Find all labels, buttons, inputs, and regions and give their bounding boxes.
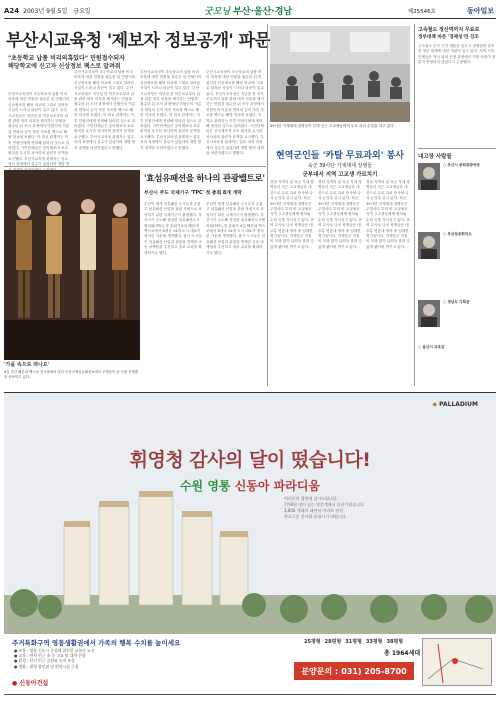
fashion-photo-caption: 4일 부산 해운대 벡스코 전시장에서 열린 부산국제섬유패션쇼에서 모델들이 올 가을 신제품을 선보이고 있다. [4, 370, 139, 379]
fashion-headline: '효섬유패션을 하나의 관광밸트로' [144, 174, 265, 184]
fashion-show-photo [4, 170, 140, 360]
ad-units: 총 1964세대 [384, 650, 421, 657]
soldier-body-col2: 경남 지역의 한 육군 부대 장병들이 인근 고교생들을 대상으로 무료 과외 봉사에 나서 눈길을 끌고 있다. 육군 39사단 가재대대 장병들은 주말마다 부대 안 교실에서 지역 고교생들에게 영어와 수학 등을 가르치고 있다. 과외 교사로 나선 장병들은 대부분 명문대 재학 중 입대한 병사들이다. 학생들은 학원비 부담 없이 실력을 쌓을 수 있게 됐다며 반기고 있다. [318, 180, 362, 249]
page-footer-rule [4, 694, 496, 706]
contrib-item-3: ○ 경남도 기획관 [443, 300, 470, 304]
section-title: 굿모닝 부산·울산·경남 [204, 7, 293, 17]
ad-body-text: 여러분의 성원에 감사드립니다. 7만8천 명이 넘는 방문객께서 다녀가셨습니다. 3,856 세대의 대단지 아파트 단지 풍요로운 한가위 보내시기 바랍니다. [284, 496, 365, 519]
classroom-photo-caption: 39사단 가재대대 장병들이 부대 인근 고교생들에게 무료 과외 수업을 하고 있다. [270, 124, 395, 128]
soldier-article-sub2: 군부대서 지역 고교생 가르치기 [302, 172, 378, 178]
fashion-body-col2: 부산이 세계 섬유패션 도시들과 손잡고 섬유패션 산업을 관광 자원으로 육성하기 위한 국제기구가 출범했다. 부산시가 주도해 결성한 섬유패션도시협의회(TPC) 첫 총회가 4일 해운대 벡스코에서 8개국 14개 도시 대표가 참석한 가운데 개막했다. 참가 도시들은 섬유패션 산업과 관광을 연계한 공동 마케팅을 추진하고 정보 교류를 확대하기로 했다. [206, 202, 266, 255]
apartment-ad [4, 392, 496, 692]
builder-logo: ● 신동아건설 [12, 680, 49, 687]
ad-slogan: 주거특화구역 영통생활권에서 가족의 행복 수치를 높이세요 [12, 639, 181, 647]
ad-phone-box: 분양문의 : 031) 205-8700 [294, 662, 414, 680]
soldier-article-headline: 현역군인들 '카탈 무료과외' 봉사 [276, 151, 404, 161]
main-body-col2: 부산시교육청이 초등학교의 납품 비리 의혹에 대한 민원을 접수한 뒤 민원인의 신상정보를 해당 학교에 그대로 알려준 사실이 드러나 파문이 일고 있다. 부산시교육청은 지난달 한 학부모로부터 납품 관련 비리 의혹을 제기하는 민원을 접수한 뒤 조사 과정에서 민원인의 이름과 연락처 등이 적힌 자료를 팩스로 해당 학교에 보냈다. 이 학교 관계자는 이후 민원인에게 연락해 항의한 것으로 알려졌다. 시민단체들은 공익제보자 보호 원칙을 무시한 처사라며 관련자 문책을 요구했다. 부산시교육청 관계자는 업무 처리 과정에서 실수가 있었다며 재발 방지 대책을 마련하겠다고 밝혔다. [74, 70, 136, 150]
palladium-logo: ◆ PALLADIUM [432, 401, 478, 408]
soldier-body-col3: 경남 지역의 한 육군 부대 장병들이 인근 고교생들을 대상으로 무료 과외 봉사에 나서 눈길을 끌고 있다. 육군 39사단 가재대대 장병들은 주말마다 부대 안 교실에서 지역 고교생들에게 영어와 수학 등을 가르치고 있다. 과외 교사로 나선 장병들은 대부분 명문대 재학 중 입대한 병사들이다. 학생들은 학원비 부담 없이 실력을 쌓을 수 있게 됐다며 반기고 있다. [366, 180, 410, 249]
fashion-sub: 부산시 주도 국제기구 'TPC' 첫 총회 8개 개막 [144, 191, 242, 196]
page-date: 2003년 9월 5일 [23, 8, 68, 15]
contrib-item-2: ○ 부산상공회의소 [443, 232, 472, 236]
main-body-col3: 부산시교육청이 초등학교의 납품 비리 의혹에 대한 민원을 접수한 뒤 민원인의 신상정보를 해당 학교에 그대로 알려준 사실이 드러나 파문이 일고 있다. 부산시교육청은 지난달 한 학부모로부터 납품 관련 비리 의혹을 제기하는 민원을 접수한 뒤 조사 과정에서 민원인의 이름과 연락처 등이 적힌 자료를 팩스로 해당 학교에 보냈다. 이 학교 관계자는 이후 민원인에게 연락해 항의한 것으로 알려졌다. 시민단체들은 공익제보자 보호 원칙을 무시한 처사라며 관련자 문책을 요구했다. 부산시교육청 관계자는 업무 처리 과정에서 실수가 있었다며 재발 방지 대책을 마련하겠다고 밝혔다. [140, 70, 202, 150]
ad-headline: 휘영청 감사의 달이 떴습니다! [129, 449, 371, 471]
portrait-photo-3 [418, 300, 440, 327]
main-subhead-1: "초등학교 납품 비리의혹있다" 민원접수되자 [8, 55, 125, 62]
classroom-photo [270, 26, 410, 122]
main-subheads [8, 55, 138, 71]
soldier-article-sub1: 육군 39사단 가재대대 장병들 [307, 163, 373, 169]
contrib-item-4: ○ 울산시 교육감 [418, 345, 445, 349]
apartment-buildings-illustration [4, 485, 496, 635]
paper-name: 동아일보 [466, 6, 494, 15]
ad-features: ● 교통 : 영통 신도시 중심에 위치한 교통의 요지 ● 교육 : 단지 인근 초·중·고교 및 대학 인접 ● 환경 : 단지 인근 공원과 녹지 조성 ● 생활 : 대형 할인점 및 편의시설 근접 [14, 648, 95, 669]
divider [4, 166, 266, 167]
right-col-body: 고속철도 부산 구간 개통을 앞두고 경제성만 강조한 정부 대책에 대한 비판이 일고 있다. 지역 시민단체들은 역사 위치 선정 과정에서 지역 의견이 충분히 반영되지 않았다고 주장했다. [418, 44, 496, 65]
right-col-title: 고속철도 정산역까지 무료로 [418, 27, 480, 33]
main-headline: 부산시교육청 '제보자 정보공개' 파문 [6, 31, 271, 51]
page-number: A24 [4, 6, 20, 15]
soldier-body-col1: 경남 지역의 한 육군 부대 장병들이 인근 고교생들을 대상으로 무료 과외 봉사에 나서 눈길을 끌고 있다. 육군 39사단 가재대대 장병들은 주말마다 부대 안 교실에서 지역 고교생들에게 영어와 수학 등을 가르치고 있다. 과외 교사로 나선 장병들은 대부분 명문대 재학 중 입대한 병사들이다. 학생들은 학원비 부담 없이 실력을 쌓을 수 있게 됐다며 반기고 있다. [270, 180, 314, 249]
divider [418, 148, 496, 149]
ad-sizes: 25평형 28평형 31평형 33평형 38평형 [304, 639, 404, 645]
portrait-photo-1 [418, 163, 440, 190]
page-header [4, 3, 496, 19]
main-body-col1: 부산시교육청이 초등학교의 납품 비리 의혹에 대한 민원을 접수한 뒤 민원인의 신상정보를 해당 학교에 그대로 알려준 사실이 드러나 파문이 일고 있다. 부산시교육청은 지난달 한 학부모로부터 납품 관련 비리 의혹을 제기하는 민원을 접수한 뒤 조사 과정에서 민원인의 이름과 연락처 등이 적힌 자료를 팩스로 해당 학교에 보냈다. 이 학교 관계자는 이후 민원인에게 연락해 항의한 것으로 알려졌다. 시민단체들은 공익제보자 보호 원칙을 무시한 처사라며 관련자 문책을 요구했다. 부산시교육청 관계자는 업무 처리 과정에서 실수가 있었다며 재발 방 [8, 92, 70, 167]
issue-number: 제25546호 [407, 8, 436, 15]
divider [267, 24, 268, 386]
main-subhead-2: 해당학교에 신고자 신상정보 팩스로 알려줘 [8, 63, 121, 70]
contrib-item-1: ○ 부산시 문화관광국장 [443, 163, 480, 167]
main-body-col4: 부산시교육청이 초등학교의 납품 비리 의혹에 대한 민원을 접수한 뒤 민원인의 신상정보를 해당 학교에 그대로 알려준 사실이 드러나 파문이 일고 있다. 부산시교육청은 지난달 한 학부모로부터 납품 관련 비리 의혹을 제기하는 민원을 접수한 뒤 조사 과정에서 민원인의 이름과 연락처 등이 적힌 자료를 팩스로 해당 학교에 보냈다. 이 학교 관계자는 이후 민원인에게 연락해 항의한 것으로 알려졌다. 시민단체들은 공익제보자 보호 원칙을 무시한 처사라며 관련자 문책을 요구했다. 부산시교육청 관계자는 업무 처리 과정에서 실수가 있었다며 재발 방지 대책을 마련하겠다고 밝혔다. [206, 70, 264, 156]
ad-tagline: 수원 영통 신동아 파라디움 [179, 479, 321, 493]
contrib-title: 내고장 사람들 [418, 154, 452, 160]
page-weekday: 금요일 [73, 8, 91, 15]
ad-info-bar [4, 634, 496, 692]
ad-map [422, 638, 492, 686]
right-col-sub: 정부대책 바른 '경제성'만 강조 [418, 35, 479, 40]
portrait-photo-2 [418, 232, 440, 259]
divider [414, 24, 415, 386]
fashion-body-col1: 부산이 세계 섬유패션 도시들과 손잡고 섬유패션 산업을 관광 자원으로 육성하기 위한 국제기구가 출범했다. 부산시가 주도해 결성한 섬유패션도시협의회(TPC) 첫 총회가 4일 해운대 벡스코에서 8개국 14개 도시 대표가 참석한 가운데 개막했다. 참가 도시들은 섬유패션 산업과 관광을 연계한 공동 마케팅을 추진하고 정보 교류를 확대하기로 했다. [144, 202, 202, 255]
fashion-photo-caption-bold: '가을 속으로 떠나요' [4, 362, 50, 368]
